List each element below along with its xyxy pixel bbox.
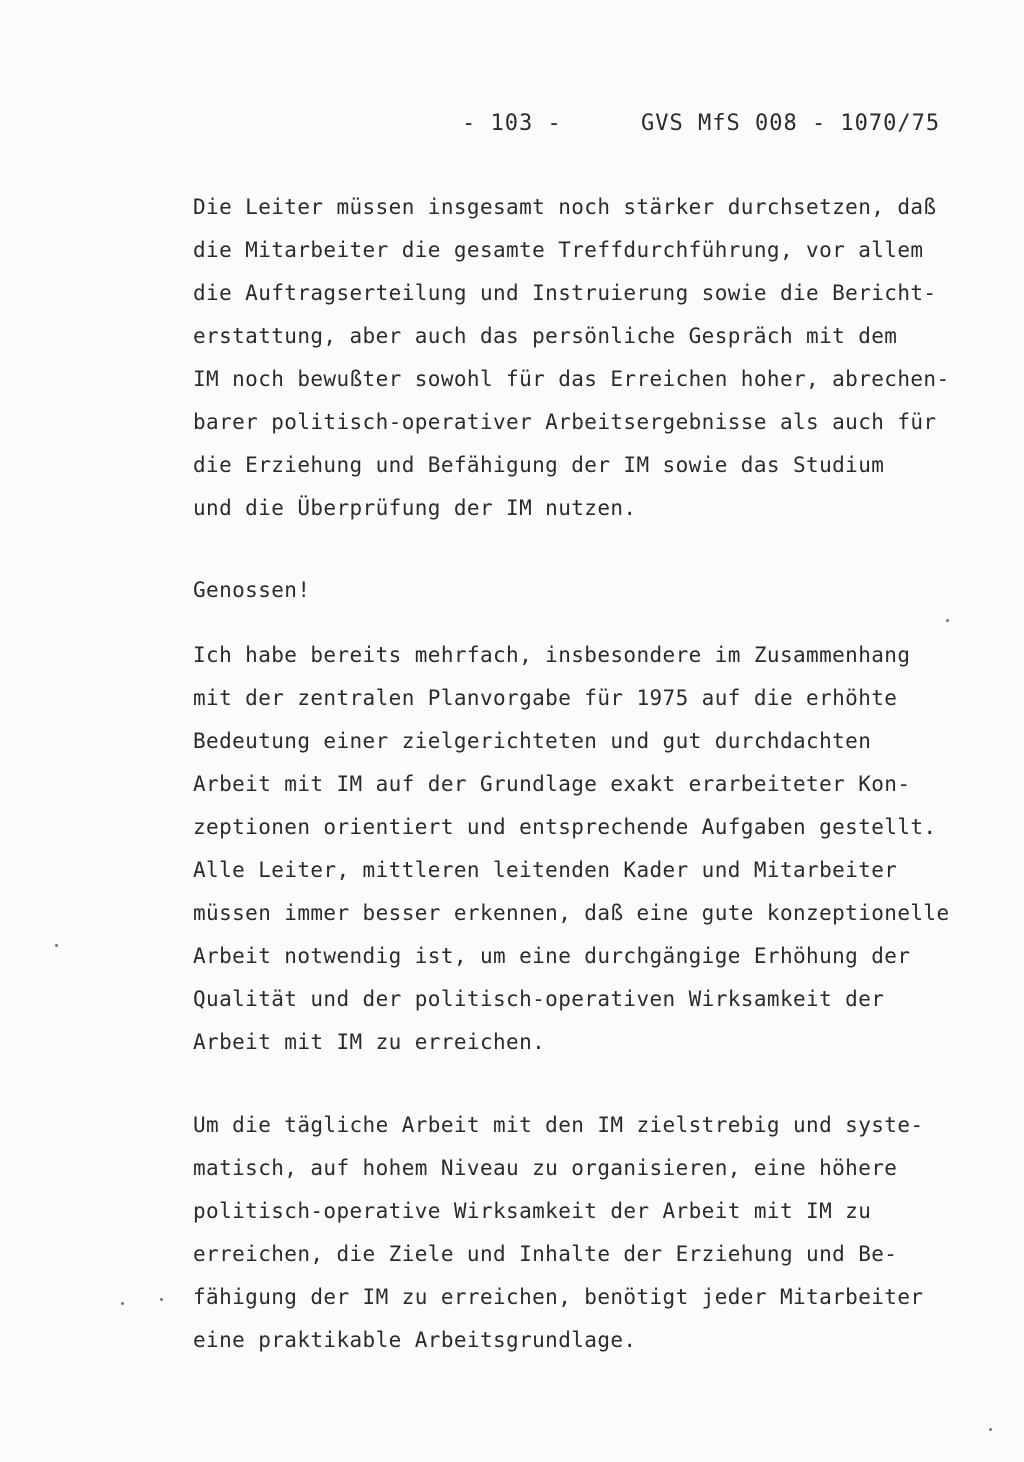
text-line: Arbeit mit IM zu erreichen. [193,1030,546,1054]
scan-speck [160,1298,163,1301]
text-line: die Auftragserteilung und Instruierung sowie die Bericht- [193,281,937,305]
text-line: und die Überprüfung der IM nutzen. [193,496,637,520]
text-line: Bedeutung einer zielgerichteten und gut durchdachten [193,729,872,753]
page-number: - 103 - [462,111,562,136]
paragraph-3 [193,1104,923,1362]
text-line: die Mitarbeiter die gesamte Treffdurchführung, vor allem [193,238,924,262]
text-line: Arbeit mit IM auf der Grundlage exakt erarbeiteter Kon- [193,772,911,796]
text-line: Arbeit notwendig ist, um eine durchgängige Erhöhung der [193,944,911,968]
text-line: Genossen! [193,578,311,602]
paragraph-2 [193,634,950,1064]
text-line: Um die tägliche Arbeit mit den IM zielstrebig und syste- [193,1113,924,1137]
salutation [193,569,310,612]
text-line: barer politisch-operativer Arbeitsergebnisse als auch für [193,410,937,434]
text-line: müssen immer besser erkennen, daß eine gute konzeptionelle [193,901,950,925]
text-line: eine praktikable Arbeitsgrundlage. [193,1328,637,1352]
text-line: matisch, auf hohem Niveau zu organisieren, eine höhere [193,1156,898,1180]
paragraph-1 [193,186,950,530]
text-line: zeptionen orientiert und entsprechende Aufgaben gestellt. [193,815,937,839]
document-reference: GVS MfS 008 - 1070/75 [641,111,941,136]
text-line: erstattung, aber auch das persönliche Gespräch mit dem [193,324,898,348]
text-line: Die Leiter müssen insgesamt noch stärker durchsetzen, daß [193,195,937,219]
text-line: Qualität und der politisch-operativen Wirksamkeit der [193,987,885,1011]
scan-speck [55,944,58,947]
text-line: mit der zentralen Planvorgabe für 1975 auf die erhöhte [193,686,898,710]
text-line: erreichen, die Ziele und Inhalte der Erziehung und Be- [193,1242,898,1266]
scan-speck [946,619,949,622]
scan-speck [989,1428,992,1431]
scan-speck [121,1302,124,1305]
text-line: IM noch bewußter sowohl für das Erreichen hoher, abrechen- [193,367,950,391]
text-line: die Erziehung und Befähigung der IM sowie das Studium [193,453,885,477]
text-line: fähigung der IM zu erreichen, benötigt jeder Mitarbeiter [193,1285,924,1309]
text-line: Alle Leiter, mittleren leitenden Kader und Mitarbeiter [193,858,898,882]
text-line: Ich habe bereits mehrfach, insbesondere im Zusammenhang [193,643,911,667]
text-line: politisch-operative Wirksamkeit der Arbeit mit IM zu [193,1199,872,1223]
